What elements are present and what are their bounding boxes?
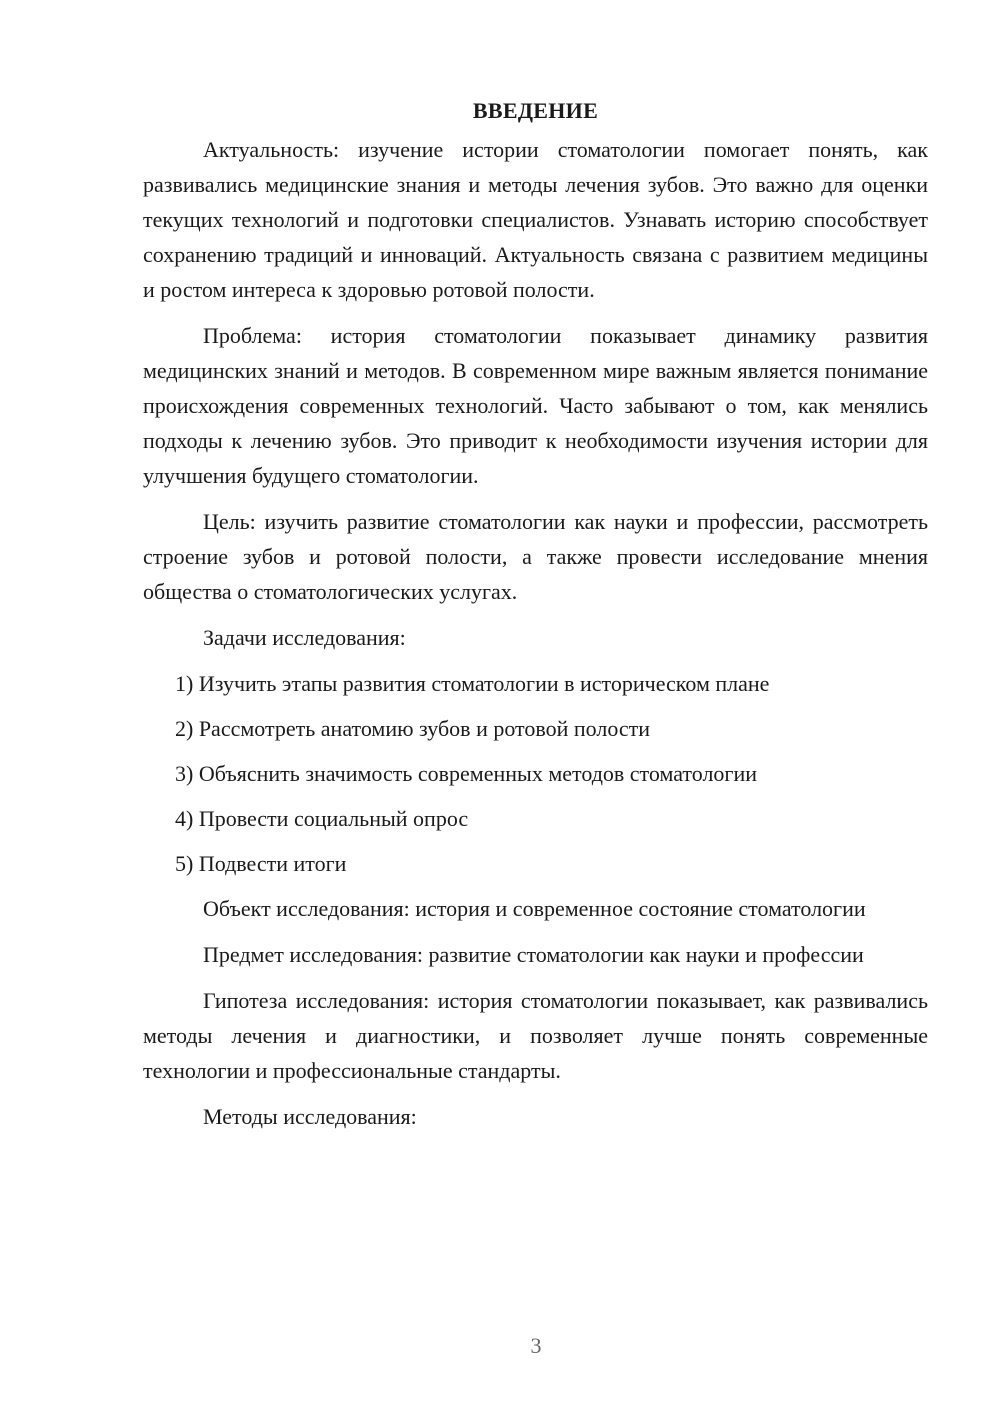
hypothesis-paragraph: Гипотеза исследования: история стоматологии показывает, как развивались методы лечения и диагностики, и позволяет лучше понять современные технологии и профессиональные стандарты. (143, 988, 928, 1083)
section-title: ВВЕДЕНИЕ (472, 98, 599, 123)
methods-label: Методы исследования: (203, 1104, 417, 1129)
problem-paragraph: Проблема: история стоматологии показывает динамику развития медицинских знаний и методов. В современном мире важным является понимание происхождения современных технологий. Часто забывают о том, как менялись подходы к лечению зубов. Это приводит к необходимости изучения истории для улучшения будущего стоматологии. (143, 323, 928, 488)
goal-paragraph: Цель: изучить развитие стоматологии как науки и профессии, рассмотреть строение зубов и ротовой полости, а также провести исследование мнения общества о стоматологических услугах. (143, 509, 928, 604)
tasks-label: Задачи исследования: (203, 625, 406, 650)
page-number: 3 (530, 1333, 542, 1358)
document-page (143, 94, 928, 1145)
tasks-list (143, 666, 928, 881)
object-paragraph: Объект исследования: история и современное состояние стоматологии (203, 896, 866, 921)
task-item: 3) Объяснить значимость современных методов стоматологии (175, 761, 757, 786)
task-item: 4) Провести социальный опрос (175, 806, 469, 831)
relevance-paragraph: Актуальность: изучение истории стоматологии помогает понять, как развивались медицинские знания и методы лечения зубов. Это важно для оценки текущих технологий и подготовки специалистов. Узнавать историю способствует сохранению традиций и инноваций. Актуальность связана с развитием медицины и ростом интереса к здоровью ротовой полости. (143, 137, 928, 302)
subject-paragraph: Предмет исследования: развитие стоматологии как науки и профессии (203, 942, 864, 967)
task-item: 1) Изучить этапы развития стоматологии в историческом плане (175, 671, 770, 696)
task-item: 5) Подвести итоги (175, 851, 347, 876)
task-item: 2) Рассмотреть анатомию зубов и ротовой полости (175, 716, 651, 741)
